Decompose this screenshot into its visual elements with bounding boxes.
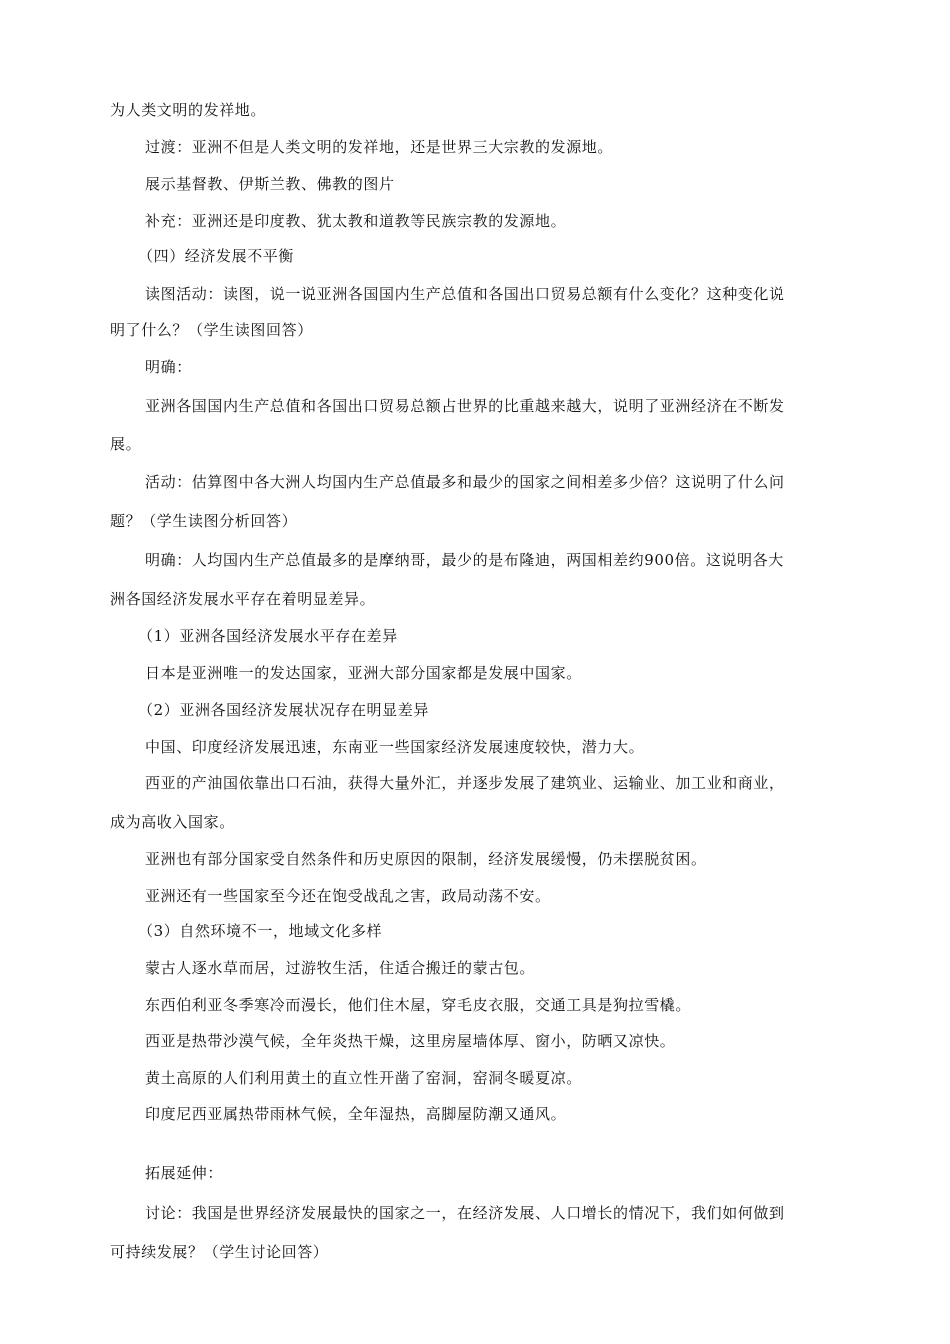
- text-line: 蒙古人逐水草而居，过游牧生活，住适合搬迁的蒙古包。: [145, 959, 536, 977]
- sub-heading: （3）自然环境不一，地域文化多样: [138, 922, 383, 940]
- text-line: 补充：亚洲还是印度教、犹太教和道教等民族宗教的发源地。: [145, 212, 567, 230]
- text-line: 成为高收入国家。: [110, 813, 235, 831]
- sub-heading: （1）亚洲各国经济发展水平存在差异: [138, 627, 398, 645]
- text-line: 中国、印度经济发展迅速，东南亚一些国家经济发展速度较快，潜力大。: [145, 738, 645, 756]
- text-line: 题？（学生读图分析回答）: [110, 512, 298, 530]
- text-line: 西亚的产油国依靠出口石油，获得大量外汇，并逐步发展了建筑业、运输业、加工业和商业，: [145, 774, 785, 792]
- text-line: 读图活动：读图，说一说亚洲各国国内生产总值和各国出口贸易总额有什么变化？这种变化说: [145, 285, 785, 303]
- text-line: 可持续发展？（学生讨论回答）: [110, 1243, 329, 1261]
- text-line: 亚洲也有部分国家受自然条件和历史原因的限制，经济发展缓慢，仍未摆脱贫困。: [145, 850, 707, 868]
- text-line: 展示基督教、伊斯兰教、佛教的图片: [145, 175, 395, 193]
- text-line: 为人类文明的发祥地。: [110, 101, 267, 119]
- text-line: 展。: [110, 435, 142, 453]
- text-line: 洲各国经济发展水平存在着明显差异。: [110, 590, 376, 608]
- text-line: 日本是亚洲唯一的发达国家，亚洲大部分国家都是发展中国家。: [145, 664, 582, 682]
- text-line: 亚洲还有一些国家至今还在饱受战乱之害，政局动荡不安。: [145, 887, 551, 905]
- section-heading: 拓展延伸：: [145, 1164, 224, 1182]
- section-heading: （四）经济发展不平衡: [138, 247, 295, 265]
- text-line: 明确：人均国内生产总值最多的是摩纳哥，最少的是布隆迪，两国相差约900倍。这说明各大: [145, 551, 784, 569]
- text-line: 明确：: [145, 358, 192, 376]
- text-line: 印度尼西亚属热带雨林气候，全年湿热，高脚屋防潮又通风。: [145, 1105, 567, 1123]
- text-line: 东西伯利亚冬季寒冷而漫长，他们住木屋，穿毛皮衣服，交通工具是狗拉雪橇。: [145, 996, 692, 1014]
- text-line: 过渡：亚洲不但是人类文明的发祥地，还是世界三大宗教的发源地。: [145, 138, 614, 156]
- text-line: 活动：估算图中各大洲人均国内生产总值最多和最少的国家之间相差多少倍？这说明了什么问: [145, 473, 785, 491]
- text-line: 黄土高原的人们利用黄土的直立性开凿了窑洞，窑洞冬暖夏凉。: [145, 1069, 582, 1087]
- text-line: 亚洲各国国内生产总值和各国出口贸易总额占世界的比重越来越大，说明了亚洲经济在不断发: [145, 397, 785, 415]
- sub-heading: （2）亚洲各国经济发展状况存在明显差异: [138, 701, 429, 719]
- text-line: 明了什么？（学生读图回答）: [110, 321, 313, 339]
- text-line: 西亚是热带沙漠气候，全年炎热干燥，这里房屋墙体厚、窗小，防晒又凉快。: [145, 1032, 676, 1050]
- text-line: 讨论：我国是世界经济发展最快的国家之一，在经济发展、人口增长的情况下，我们如何做到: [145, 1204, 785, 1222]
